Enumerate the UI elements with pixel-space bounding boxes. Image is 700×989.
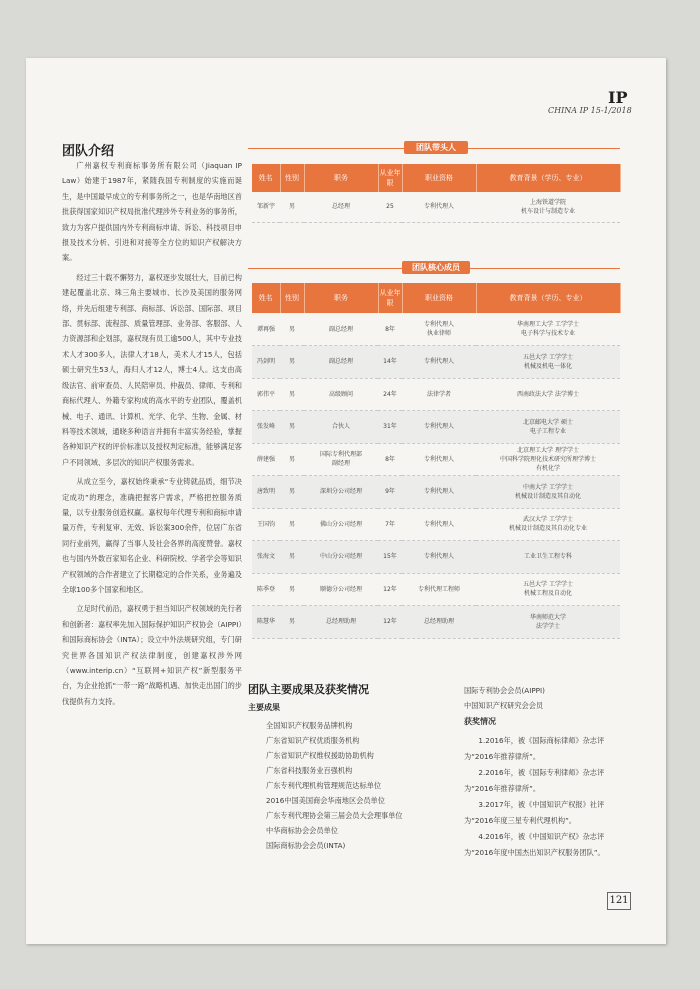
award-item: 3.2017年，被《中国知识产权报》社评为“2016年度三星专利代理机构”。 [464, 800, 605, 825]
cell-role: 高级顾问 [304, 378, 378, 411]
cell-gender: 男 [280, 573, 304, 606]
cell-qualification: 专利代理人 [402, 192, 476, 222]
achievements-list [266, 718, 456, 853]
cell-qualification: 专利代理人 [402, 443, 476, 476]
achievements-title: 团队主要成果及获奖情况 [248, 683, 369, 696]
achievement-item: 广东省科技服务业百强机构 [266, 766, 353, 775]
cell-name: 唐致明 [252, 476, 280, 509]
cell-name: 谭再强 [252, 313, 280, 346]
cell-gender: 男 [280, 541, 304, 574]
cell-years: 12年 [378, 573, 402, 606]
cell-gender: 男 [280, 606, 304, 639]
cell-years: 25 [378, 192, 402, 222]
table-row [252, 192, 620, 222]
cell-education: 五邑大学 工学学士 机械及机电一体化 [476, 346, 620, 379]
leader-col-header: 职业资格 [402, 164, 476, 192]
table-row [252, 313, 620, 346]
cell-name: 陈季登 [252, 573, 280, 606]
table-row [252, 573, 620, 606]
core-col-header: 教育背景（学历、专业） [476, 283, 620, 313]
table-row [252, 606, 620, 639]
leader-col-header: 教育背景（学历、专业） [476, 164, 620, 192]
cell-name: 薛建强 [252, 443, 280, 476]
cell-years: 14年 [378, 346, 402, 379]
table-row [252, 411, 620, 444]
cell-qualification: 专利代理工程师 [402, 573, 476, 606]
awards-title: 获奖情况 [464, 717, 496, 726]
leader-table-header [252, 164, 620, 192]
cell-role: 总经理 [304, 192, 378, 222]
cell-education: 西南政法大学 法学博士 [476, 378, 620, 411]
table-row [252, 443, 620, 476]
intro-paragraph: 经过三十载不懈努力，嘉权逐步发展壮大，目前已构建起覆盖北京、珠三角主要城市、长沙及美国的服务网络，并先后组建专利部、商标部、诉讼部、国际部、项目部、贯标部、流程部、质量管理部、业务部、客服部、人力资源部和企划部，嘉权现有员工逾500人，其中专业技术人才300多人，法律人才18人，美术人才15人，包括硕士研究生53人，海归人才12人，博士4人。这支由高级法官、前审查员、人民陪审员、仲裁员、律师、专利和商标代理人、外籍专家构成的高水平的专业团队，覆盖机械、电子、通讯、计算机、光学、化学、生物、金属、材料等技术领域，通晓多种语言并拥有丰富实务经验，掌握各种知识产权的评价标准以及授权判定标准，能够满足客户不同领域、多层次的知识产权服务需求。 [62, 272, 242, 467]
cell-qualification: 总经理助理 [402, 606, 476, 639]
table-row [252, 541, 620, 574]
cell-gender: 男 [280, 346, 304, 379]
cell-role: 国际专利代理部 副经理 [304, 443, 378, 476]
core-col-header: 职务 [304, 283, 378, 313]
cell-gender: 男 [280, 476, 304, 509]
cell-gender: 男 [280, 378, 304, 411]
cell-role: 合伙人 [304, 411, 378, 444]
cell-qualification: 专利代理人 执业律师 [402, 313, 476, 346]
cell-education: 工业卫生工程专科 [476, 541, 620, 574]
cell-name: 冯剑明 [252, 346, 280, 379]
cell-years: 7年 [378, 508, 402, 541]
awards-list [464, 733, 614, 861]
achievement-item: 国际商标协会会员(INTA) [266, 841, 346, 850]
intro-title: 团队介绍 [62, 144, 115, 159]
leader-col-header: 从业年限 [378, 164, 402, 192]
cell-qualification: 法律学者 [402, 378, 476, 411]
leader-col-header: 性别 [280, 164, 304, 192]
award-item: 2.2016年，被《国际专利律师》杂志评为“2016年推荐律所”。 [464, 768, 605, 793]
cell-education: 中南大学 工学学士 机械设计制造及其自动化 [476, 476, 620, 509]
intro-paragraph: 立足时代前沿，嘉权勇于担当知识产权领域的先行者和创新者：嘉权率先加入国际保护知识产权协会（AIPPI）和国际商标协会（INTA）；设立中外法规研究组，专门研究世界各国知识产权法律制度，创建嘉权涉外网（www.interip.cn）“互联网+知识产权”新型服务平台，为企业抢抓“一带一路”战略机遇、加快走出国门的步伐提供有力支持。 [62, 604, 242, 706]
cell-name: 邹新宇 [252, 192, 280, 222]
intro-body [62, 158, 242, 709]
cell-name: 张发峰 [252, 411, 280, 444]
achievement-item: 全国知识产权服务品牌机构 [266, 721, 353, 730]
cell-education: 北京邮电大学 硕士 电子工程专业 [476, 411, 620, 444]
cell-education: 五邑大学 工学学士 机械工程及自动化 [476, 573, 620, 606]
cell-education: 华南师范大学 法学学士 [476, 606, 620, 639]
achievement-item: 广东省知识产权维权援助协助机构 [266, 751, 374, 760]
cell-education: 北京理工大学 理学学士 中国科学院理化技术研究所理学博士 有机化学 [476, 443, 620, 476]
cell-name: 王国钧 [252, 508, 280, 541]
achievement-item: 广东省知识产权优质服务机构 [266, 736, 360, 745]
cell-qualification: 专利代理人 [402, 476, 476, 509]
membership-item: 国际专利协会会员(AIPPI) [464, 686, 545, 695]
core-table-header [252, 283, 620, 313]
cell-role: 顺德分公司经理 [304, 573, 378, 606]
core-col-header: 性别 [280, 283, 304, 313]
cell-name: 陈慧华 [252, 606, 280, 639]
leader-table [252, 164, 621, 223]
leader-col-header: 职务 [304, 164, 378, 192]
table-row [252, 476, 620, 509]
cell-role: 中山分公司经理 [304, 541, 378, 574]
cell-years: 31年 [378, 411, 402, 444]
core-col-header: 职业资格 [402, 283, 476, 313]
cell-name: 张海文 [252, 541, 280, 574]
table-row [252, 346, 620, 379]
table-row [252, 378, 620, 411]
memberships-list [464, 683, 614, 713]
membership-item: 中国知识产权研究会会员 [464, 701, 544, 710]
cell-name: 郭伟平 [252, 378, 280, 411]
cell-gender: 男 [280, 192, 304, 222]
leader-section-label: 团队带头人 [404, 141, 468, 154]
issue-label: CHINA IP 15-1/2018 [548, 106, 632, 115]
cell-gender: 男 [280, 443, 304, 476]
cell-role: 副总经理 [304, 313, 378, 346]
cell-education: 华南理工大学 工学学士 电子科学与技术专业 [476, 313, 620, 346]
cell-gender: 男 [280, 508, 304, 541]
achievement-item: 2016中国美国商会华南地区会员单位 [266, 796, 385, 805]
cell-gender: 男 [280, 411, 304, 444]
leader-col-header: 姓名 [252, 164, 280, 192]
core-table [252, 283, 621, 639]
achievement-item: 广东专利代理协会第三届会员大会理事单位 [266, 811, 403, 820]
cell-role: 深圳分公司经理 [304, 476, 378, 509]
cell-qualification: 专利代理人 [402, 508, 476, 541]
cell-role: 副总经理 [304, 346, 378, 379]
cell-gender: 男 [280, 313, 304, 346]
cell-years: 24年 [378, 378, 402, 411]
cell-education: 上海铁道学院 机车设计与制造专业 [476, 192, 620, 222]
magazine-logo: IP [608, 88, 628, 107]
award-item: 1.2016年，被《国际商标律师》杂志评为“2016年推荐律所”。 [464, 736, 605, 761]
achievements-subtitle: 主要成果 [248, 703, 280, 712]
cell-years: 15年 [378, 541, 402, 574]
cell-qualification: 专利代理人 [402, 541, 476, 574]
achievement-item: 中华商标协会会员单位 [266, 826, 338, 835]
achievement-item: 广东专利代理机构管理规范达标单位 [266, 781, 382, 790]
table-row [252, 508, 620, 541]
page-number: 121 [607, 892, 631, 910]
cell-qualification: 专利代理人 [402, 411, 476, 444]
core-section-label: 团队核心成员 [402, 261, 470, 274]
cell-qualification: 专利代理人 [402, 346, 476, 379]
intro-paragraph: 从成立至今，嘉权始终秉承“专业铸就品质，细节决定成功”的理念，准确把握客户需求，严格把控服务质量，以专业服务创造权赢。嘉权每年代理专利和商标申请量万件，专利复审、无效、诉讼案300余件，位居广东省同行业前列，赢得了当事人及社会各界的高度赞誉。嘉权也与国内外数百家知名企业、科研院校、学者学会等知识产权领域的合作者建立了长期稳定的合作关系，业务遍及全球100多个国家和地区。 [62, 477, 242, 594]
intro-paragraph: 广州嘉权专利商标事务所有限公司（Jiaquan IP Law）始建于1987年，紧随我国专利制度的实施而诞生，是中国最早成立的专利事务所之一，也是华南地区首批获得国家知识产权局批准代理涉外专利业务的事务所，致力为客户提供国内外专利商标申请、诉讼、科技项目申报及技术分析、引进和对接等全方位的知识产权解决方案。 [62, 161, 242, 263]
cell-years: 12年 [378, 606, 402, 639]
core-col-header: 姓名 [252, 283, 280, 313]
cell-years: 8年 [378, 443, 402, 476]
cell-years: 8年 [378, 313, 402, 346]
award-item: 4.2016年，被《中国知识产权》杂志评为“2016年度中国杰出知识产权服务团队”。 [464, 832, 605, 857]
cell-role: 佛山分公司经理 [304, 508, 378, 541]
core-col-header: 从业年限 [378, 283, 402, 313]
cell-education: 武汉大学 工学学士 机械设计制造及其自动化专业 [476, 508, 620, 541]
cell-years: 9年 [378, 476, 402, 509]
cell-role: 总经理助理 [304, 606, 378, 639]
